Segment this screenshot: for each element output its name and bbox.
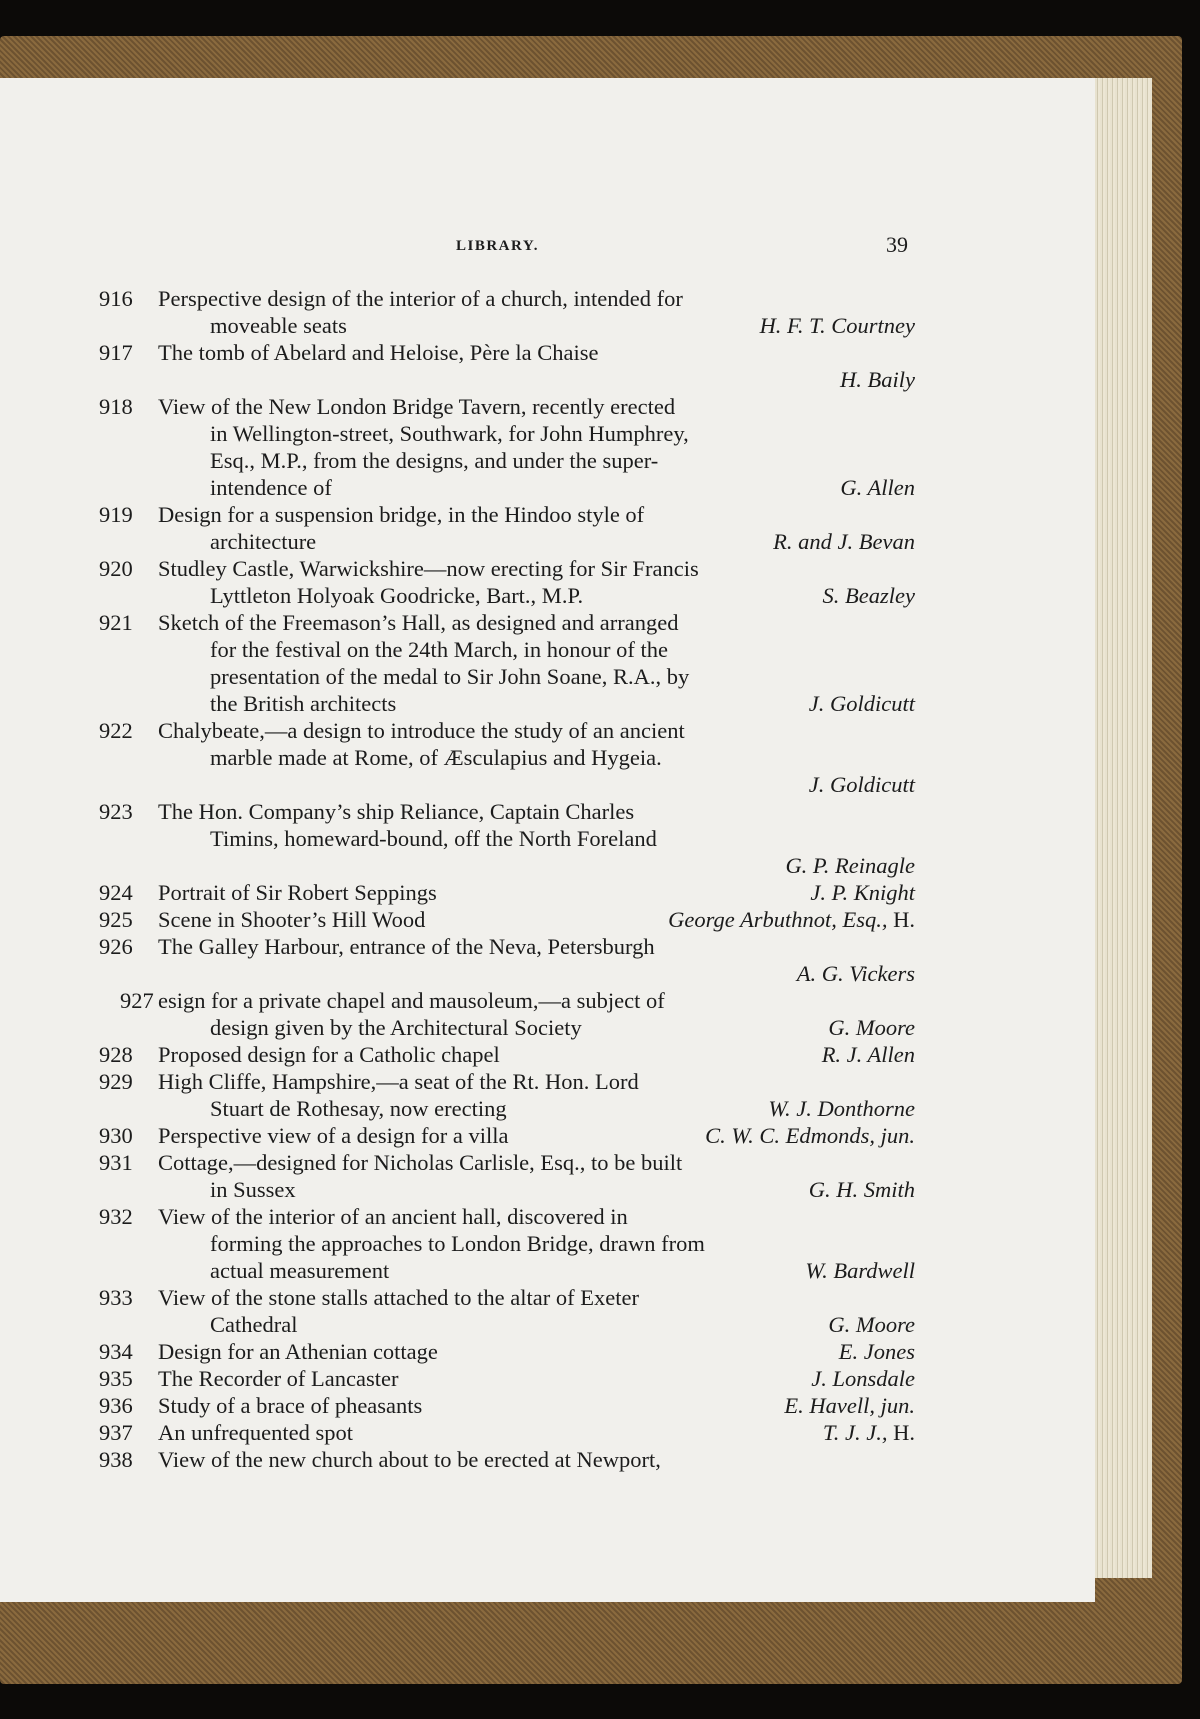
catalogue-entry [0,906,1000,933]
entry-author: G. H. Smith [808,1177,915,1202]
entry-line [0,1176,1000,1203]
entry-text: forming the approaches to London Bridge, drawn from [210,1231,705,1256]
entry-number: 932 [99,1204,133,1229]
entry-line [0,1257,1000,1284]
entry-line [0,1122,1000,1149]
entry-line [0,312,1000,339]
entry-author: G. P. Reinagle [785,853,915,878]
entry-number: 938 [99,1447,133,1472]
entry-author: S. Beazley [822,583,915,608]
entry-number: 920 [99,556,133,581]
entry-author: W. Bardwell [805,1258,915,1283]
entry-text: moveable seats [210,313,347,338]
catalogue-entry [0,1041,1000,1068]
entry-line [0,987,1000,1014]
entry-line [0,582,1000,609]
entry-text: Portrait of Sir Robert Seppings [158,880,437,905]
entry-line [0,609,1000,636]
entry-line [0,852,1000,879]
entry-text: Perspective design of the interior of a church, intended for [158,286,683,311]
page-number: 39 [886,232,908,257]
entry-text: The Recorder of Lancaster [158,1366,399,1391]
entry-line [0,933,1000,960]
catalogue-entry [0,609,1000,717]
entry-number: 925 [99,907,133,932]
entry-text: for the festival on the 24th March, in honour of the [210,637,669,662]
entry-number: 936 [99,1393,133,1418]
entry-line [0,1338,1000,1365]
entry-line [0,555,1000,582]
entry-text: Studley Castle, Warwickshire—now erecting for Sir Francis [158,556,699,581]
entry-line [0,1149,1000,1176]
catalogue-entry [0,987,1000,1041]
entry-number: 923 [99,799,133,824]
entry-line [0,771,1000,798]
entry-line [0,1446,1000,1473]
entry-text: Esq., M.P., from the designs, and under the super- [210,448,659,473]
entry-line [0,1041,1000,1068]
entry-text: View of the stone stalls attached to the altar of Exeter [158,1285,639,1310]
entry-author: R. and J. Bevan [773,529,915,554]
entry-number: 926 [99,934,133,959]
entry-author: A. G. Vickers [796,961,915,986]
entry-text: Lyttleton Holyoak Goodricke, Bart., M.P. [210,583,584,608]
catalogue-entry [0,1149,1000,1203]
entry-text: marble made at Rome, of Æsculapius and Hygeia. [210,745,662,770]
catalogue-entry [0,339,1000,393]
entry-line [0,1014,1000,1041]
entry-text: design given by the Architectural Society [210,1015,582,1040]
entry-line [0,339,1000,366]
entry-number: 917 [99,340,133,365]
entry-author: J. Goldicutt [808,691,915,716]
catalogue-entry [0,1122,1000,1149]
entry-number: 931 [99,1150,133,1175]
entry-text: Proposed design for a Catholic chapel [158,1042,500,1067]
entry-line [0,798,1000,825]
entry-text: Cathedral [210,1312,298,1337]
entry-author: W. J. Donthorne [768,1096,915,1121]
entry-author: J. Lonsdale [811,1366,915,1391]
catalogue-entry [0,501,1000,555]
entry-author-suffix: H. [893,1420,915,1445]
entry-text: Design for a suspension bridge, in the Hindoo style of [158,502,645,527]
catalogue-entry [0,933,1000,987]
catalogue-entries [0,285,1000,1473]
entry-number: 922 [99,718,133,743]
catalogue-entry [0,717,1000,798]
entry-number: 930 [99,1123,133,1148]
catalogue-entry [0,285,1000,339]
entry-line [0,663,1000,690]
entry-text: The tomb of Abelard and Heloise, Père la Chaise [158,340,599,365]
entry-text: View of the interior of an ancient hall, discovered in [158,1204,628,1229]
entry-number: 933 [99,1285,133,1310]
entry-line [0,1392,1000,1419]
entry-number: 918 [99,394,133,419]
entry-line [0,1230,1000,1257]
catalogue-entry [0,1338,1000,1365]
entry-text: The Hon. Company’s ship Reliance, Captain Charles [158,799,635,824]
catalogue-entry [0,1419,1000,1446]
entry-author: George Arbuthnot, Esq., H. [668,907,915,932]
catalogue-entry [0,1365,1000,1392]
entry-text: presentation of the medal to Sir John Soane, R.A., by [210,664,690,689]
entry-text: actual measurement [210,1258,390,1283]
catalogue-entry [0,1392,1000,1419]
entry-text: Scene in Shooter’s Hill Wood [158,907,426,932]
entry-author: C. W. C. Edmonds, jun. [705,1123,915,1148]
entry-text: Design for an Athenian cottage [158,1339,438,1364]
entry-line [0,366,1000,393]
entry-number: 935 [99,1366,133,1391]
entry-line [0,1203,1000,1230]
running-header: LIBRARY. [456,238,540,254]
entry-author: R. J. Allen [821,1042,915,1067]
entry-author: E. Havell, jun. [784,1393,915,1418]
entry-text: the British architects [210,691,397,716]
entry-author: G. Moore [828,1312,915,1337]
entry-text: Chalybeate,—a design to introduce the study of an ancient [158,718,685,743]
catalogue-entry [0,1446,1000,1473]
entry-number: 916 [99,286,133,311]
entry-text: esign for a private chapel and mausoleum,—a subject of [158,988,665,1013]
entry-text: in Wellington-street, Southwark, for John Humphrey, [210,421,689,446]
entry-text: Perspective view of a design for a villa [158,1123,509,1148]
entry-author: H. F. T. Courtney [759,313,915,338]
entry-text: Timins, homeward-bound, off the North Foreland [210,826,657,851]
entry-line [0,1068,1000,1095]
entry-number: 937 [99,1420,133,1445]
entry-number: 921 [99,610,133,635]
entry-line [0,1095,1000,1122]
entry-text: View of the new church about to be erected at Newport, [158,1447,661,1472]
catalogue-entry [0,393,1000,501]
entry-line [0,690,1000,717]
entry-author: T. J. J., H. [822,1420,915,1445]
catalogue-entry [0,1284,1000,1338]
catalogue-entry [0,555,1000,609]
entry-line [0,1311,1000,1338]
entry-line [0,1365,1000,1392]
entry-author: J. P. Knight [810,880,915,905]
entry-line [0,528,1000,555]
entry-number: 929 [99,1069,133,1094]
entry-line [0,879,1000,906]
entry-author: H. Baily [840,367,915,392]
catalogue-entry [0,798,1000,879]
entry-line [0,285,1000,312]
entry-line [0,501,1000,528]
entry-author-suffix: H. [893,907,915,932]
entry-text: Study of a brace of pheasants [158,1393,423,1418]
entry-line [0,393,1000,420]
entry-number: 919 [99,502,133,527]
entry-number: 924 [99,880,133,905]
catalogue-entry [0,1203,1000,1284]
catalogue-entry [0,1068,1000,1122]
entry-author: G. Allen [840,475,915,500]
entry-text: Cottage,—designed for Nicholas Carlisle, Esq., to be built [158,1150,683,1175]
catalogue-entry [0,879,1000,906]
entry-text: An unfrequented spot [158,1420,353,1445]
entry-line [0,1284,1000,1311]
entry-text: High Cliffe, Hampshire,—a seat of the Rt. Hon. Lord [158,1069,639,1094]
entry-text: Sketch of the Freemason’s Hall, as designed and arranged [158,610,679,635]
entry-line [0,636,1000,663]
entry-line [0,744,1000,771]
entry-line [0,825,1000,852]
entry-line [0,906,1000,933]
entry-line [0,447,1000,474]
entry-line [0,960,1000,987]
entry-number: 934 [99,1339,133,1364]
entry-text: The Galley Harbour, entrance of the Neva, Petersburgh [158,934,655,959]
entry-number: 927 [120,988,154,1013]
entry-text: in Sussex [210,1177,296,1202]
entry-author: J. Goldicutt [808,772,915,797]
entry-author: G. Moore [828,1015,915,1040]
entry-number: 928 [99,1042,133,1067]
entry-text: View of the New London Bridge Tavern, recently erected [158,394,676,419]
entry-author: E. Jones [838,1339,915,1364]
entry-line [0,717,1000,744]
entry-text: Stuart de Rothesay, now erecting [210,1096,507,1121]
entry-text: intendence of [210,475,332,500]
entry-line [0,474,1000,501]
entry-text: architecture [210,529,317,554]
entry-line [0,420,1000,447]
entry-line [0,1419,1000,1446]
